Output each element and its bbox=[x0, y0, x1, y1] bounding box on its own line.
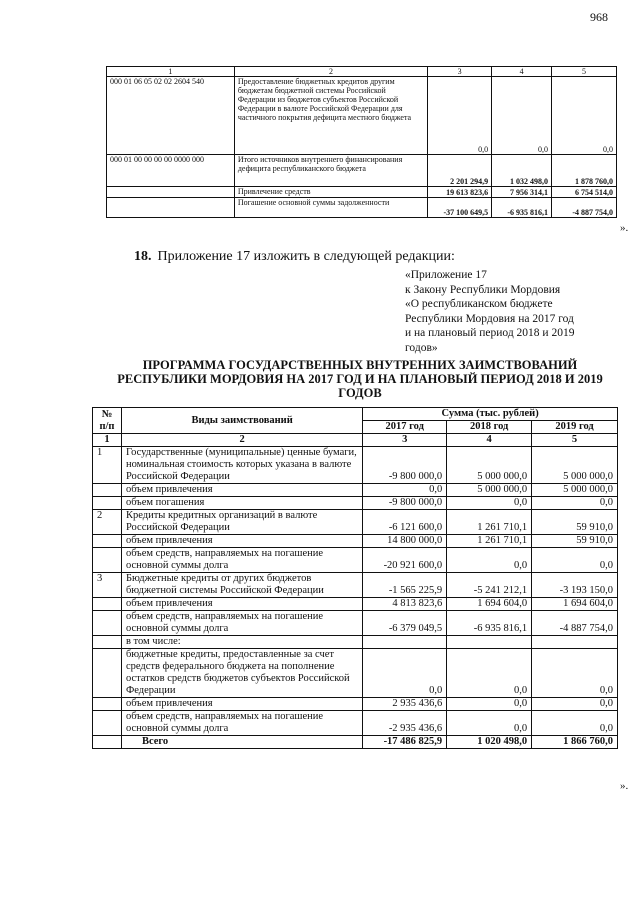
value-cell: 0,0 bbox=[532, 548, 618, 573]
table-row bbox=[93, 510, 618, 535]
value-cell: -9 800 000,0 bbox=[363, 497, 447, 510]
row-desc: бюджетные кредиты, предоставленные за счет средств федерального бюджета на пополнение остатков средств бюджетов субъектов Российской Федерации bbox=[121, 649, 362, 698]
header-sum: Сумма (тыс. рублей) bbox=[363, 408, 618, 421]
header-num: № п/п bbox=[93, 408, 122, 434]
row-number bbox=[93, 611, 122, 636]
value-cell: -3 193 150,0 bbox=[532, 573, 618, 598]
header-cell: 5 bbox=[552, 67, 617, 77]
row-desc: Бюджетные кредиты от других бюджетов бюджетной системы Российской Федерации bbox=[121, 573, 362, 598]
row-number bbox=[93, 649, 122, 698]
appendix-line: к Закону Республики Мордовия bbox=[405, 283, 561, 296]
value-cell: 5 000 000,0 bbox=[532, 447, 618, 484]
desc-cell: Привлечение средств bbox=[234, 187, 427, 198]
page-number: 968 bbox=[590, 10, 608, 24]
value-cell: 5 000 000,0 bbox=[447, 484, 532, 497]
total-value: -17 486 825,9 bbox=[363, 736, 447, 749]
table-row bbox=[107, 187, 617, 198]
code-cell bbox=[107, 187, 235, 198]
value-cell bbox=[532, 636, 618, 649]
total-label: Всего bbox=[121, 736, 362, 749]
row-number: 1 bbox=[93, 447, 122, 484]
row-desc: в том числе: bbox=[121, 636, 362, 649]
value-cell bbox=[447, 636, 532, 649]
value-cell: 1 261 710,1 bbox=[447, 510, 532, 535]
appendix-line: «О республиканском бюджете bbox=[405, 298, 553, 310]
row-desc: Государственные (муниципальные) ценные бумаги, номинальная стоимость которых указана в валюте Российской Федерации bbox=[121, 447, 362, 484]
value-cell: 1 694 604,0 bbox=[447, 598, 532, 611]
header-cell: 1 bbox=[107, 67, 235, 77]
table-row bbox=[93, 497, 618, 510]
row-number: 2 bbox=[93, 510, 122, 535]
row-desc: объем погашения bbox=[121, 497, 362, 510]
value-cell: -6 121 600,0 bbox=[363, 510, 447, 535]
row-number bbox=[93, 698, 122, 711]
value-cell: -6 935 816,1 bbox=[492, 198, 552, 218]
row-desc: объем привлечения bbox=[121, 698, 362, 711]
desc-cell: Погашение основной суммы задолженности bbox=[234, 198, 427, 218]
program-title bbox=[100, 358, 620, 400]
column-number: 2 bbox=[121, 434, 362, 447]
value-cell: 0,0 bbox=[363, 649, 447, 698]
value-cell: 6 754 514,0 bbox=[552, 187, 617, 198]
title-line: РЕСПУБЛИКИ МОРДОВИЯ НА 2017 ГОД И НА ПЛАНОВЫЙ ПЕРИОД 2018 И 2019 bbox=[117, 372, 603, 386]
row-number bbox=[93, 598, 122, 611]
value-cell: -9 800 000,0 bbox=[363, 447, 447, 484]
value-cell: 1 694 604,0 bbox=[532, 598, 618, 611]
value-cell: 19 613 823,6 bbox=[428, 187, 492, 198]
value-cell: 4 813 823,6 bbox=[363, 598, 447, 611]
desc-cell: Предоставление бюджетных кредитов другим бюджетам бюджетной системы Российской Федерации из бюджетов субъектов Российской Федерации в валюте Российской Федерации для частичного покрытия дефицита местного бюджета bbox=[234, 77, 427, 155]
value-cell: 1 261 710,1 bbox=[447, 535, 532, 548]
row-number bbox=[93, 636, 122, 649]
value-cell: 0,0 bbox=[447, 548, 532, 573]
value-cell: 7 956 314,1 bbox=[492, 187, 552, 198]
column-number: 3 bbox=[363, 434, 447, 447]
value-cell: 0,0 bbox=[532, 698, 618, 711]
value-cell: -20 921 600,0 bbox=[363, 548, 447, 573]
value-cell: -5 241 212,1 bbox=[447, 573, 532, 598]
value-cell: 0,0 bbox=[447, 649, 532, 698]
value-cell: 0,0 bbox=[532, 649, 618, 698]
value-cell: -1 565 225,9 bbox=[363, 573, 447, 598]
table-row bbox=[93, 535, 618, 548]
code-cell: 000 01 06 05 02 02 2604 540 bbox=[107, 77, 235, 155]
title-line: ПРОГРАММА ГОСУДАРСТВЕННЫХ ВНУТРЕННИХ ЗАИМСТВОВАНИЙ bbox=[142, 358, 578, 372]
total-value: 1 866 760,0 bbox=[532, 736, 618, 749]
borrowing-program-table bbox=[92, 407, 618, 749]
value-cell: 1 032 498,0 bbox=[492, 155, 552, 187]
value-cell: 0,0 bbox=[428, 77, 492, 155]
value-cell: 0,0 bbox=[552, 77, 617, 155]
table-row bbox=[93, 698, 618, 711]
row-desc: объем средств, направляемых на погашение основной суммы долга bbox=[121, 548, 362, 573]
value-cell: 0,0 bbox=[492, 77, 552, 155]
value-cell: 2 201 294,9 bbox=[428, 155, 492, 187]
row-desc: объем привлечения bbox=[121, 484, 362, 497]
table-row bbox=[93, 711, 618, 736]
appendix-line: «Приложение 17 bbox=[405, 269, 487, 281]
total-row bbox=[93, 736, 618, 749]
table-row bbox=[107, 198, 617, 218]
header-cell: 2 bbox=[234, 67, 427, 77]
value-cell: 59 910,0 bbox=[532, 510, 618, 535]
row-desc: Кредиты кредитных организаций в валюте Российской Федерации bbox=[121, 510, 362, 535]
value-cell: 0,0 bbox=[447, 711, 532, 736]
row-desc: объем привлечения bbox=[121, 598, 362, 611]
value-cell: 0,0 bbox=[447, 698, 532, 711]
value-cell: 59 910,0 bbox=[532, 535, 618, 548]
appendix-line: годов» bbox=[405, 341, 438, 354]
amendment-paragraph bbox=[134, 249, 455, 265]
table-row bbox=[93, 636, 618, 649]
table-row bbox=[93, 611, 618, 636]
row-desc: объем средств, направляемых на погашение основной суммы долга bbox=[121, 611, 362, 636]
paragraph-number: 18. bbox=[134, 249, 152, 264]
value-cell: 0,0 bbox=[447, 497, 532, 510]
appendix-line: и на плановый период 2018 и 2019 bbox=[405, 327, 575, 339]
table-row bbox=[93, 573, 618, 598]
value-cell: 5 000 000,0 bbox=[447, 447, 532, 484]
code-cell: 000 01 00 00 00 00 0000 000 bbox=[107, 155, 235, 187]
row-number: 3 bbox=[93, 573, 122, 598]
value-cell: 14 800 000,0 bbox=[363, 535, 447, 548]
value-cell: 1 878 760,0 bbox=[552, 155, 617, 187]
code-cell bbox=[107, 198, 235, 218]
table-row bbox=[93, 598, 618, 611]
row-number bbox=[93, 711, 122, 736]
table-header-row bbox=[107, 67, 617, 77]
total-empty-cell bbox=[93, 736, 122, 749]
value-cell: 0,0 bbox=[532, 711, 618, 736]
desc-cell: Итого источников внутреннего финансирования дефицита республиканского бюджета bbox=[234, 155, 427, 187]
closing-quote: ». bbox=[620, 780, 629, 792]
column-number: 5 bbox=[532, 434, 618, 447]
table-row bbox=[93, 484, 618, 497]
row-number bbox=[93, 484, 122, 497]
value-cell: -6 935 816,1 bbox=[447, 611, 532, 636]
row-number bbox=[93, 535, 122, 548]
column-number: 1 bbox=[93, 434, 122, 447]
appendix-heading bbox=[405, 268, 574, 355]
value-cell: -2 935 436,6 bbox=[363, 711, 447, 736]
table-row bbox=[93, 447, 618, 484]
header-year: 2019 год bbox=[532, 421, 618, 434]
value-cell: -4 887 754,0 bbox=[532, 611, 618, 636]
value-cell: 2 935 436,6 bbox=[363, 698, 447, 711]
closing-quote: ». bbox=[620, 222, 629, 234]
header-cell: 3 bbox=[428, 67, 492, 77]
table-row bbox=[107, 77, 617, 155]
value-cell: 0,0 bbox=[363, 484, 447, 497]
table-row bbox=[107, 155, 617, 187]
header-year: 2018 год bbox=[447, 421, 532, 434]
row-desc: объем средств, направляемых на погашение основной суммы долга bbox=[121, 711, 362, 736]
row-number bbox=[93, 497, 122, 510]
sources-table bbox=[106, 66, 617, 218]
table-header-row bbox=[93, 408, 618, 421]
header-kind: Виды заимствований bbox=[121, 408, 362, 434]
value-cell bbox=[363, 636, 447, 649]
value-cell: 0,0 bbox=[532, 497, 618, 510]
paragraph-text: Приложение 17 изложить в следующей редакции: bbox=[157, 249, 455, 264]
title-line: ГОДОВ bbox=[338, 386, 382, 400]
value-cell: -37 100 649,5 bbox=[428, 198, 492, 218]
appendix-line: Республики Мордовия на 2017 год bbox=[405, 312, 574, 325]
table-row bbox=[93, 649, 618, 698]
value-cell: 5 000 000,0 bbox=[532, 484, 618, 497]
total-value: 1 020 498,0 bbox=[447, 736, 532, 749]
header-cell: 4 bbox=[492, 67, 552, 77]
table-row bbox=[93, 548, 618, 573]
column-number: 4 bbox=[447, 434, 532, 447]
value-cell: -4 887 754,0 bbox=[552, 198, 617, 218]
row-number bbox=[93, 548, 122, 573]
row-desc: объем привлечения bbox=[121, 535, 362, 548]
column-number-row bbox=[93, 434, 618, 447]
value-cell: -6 379 049,5 bbox=[363, 611, 447, 636]
header-year: 2017 год bbox=[363, 421, 447, 434]
